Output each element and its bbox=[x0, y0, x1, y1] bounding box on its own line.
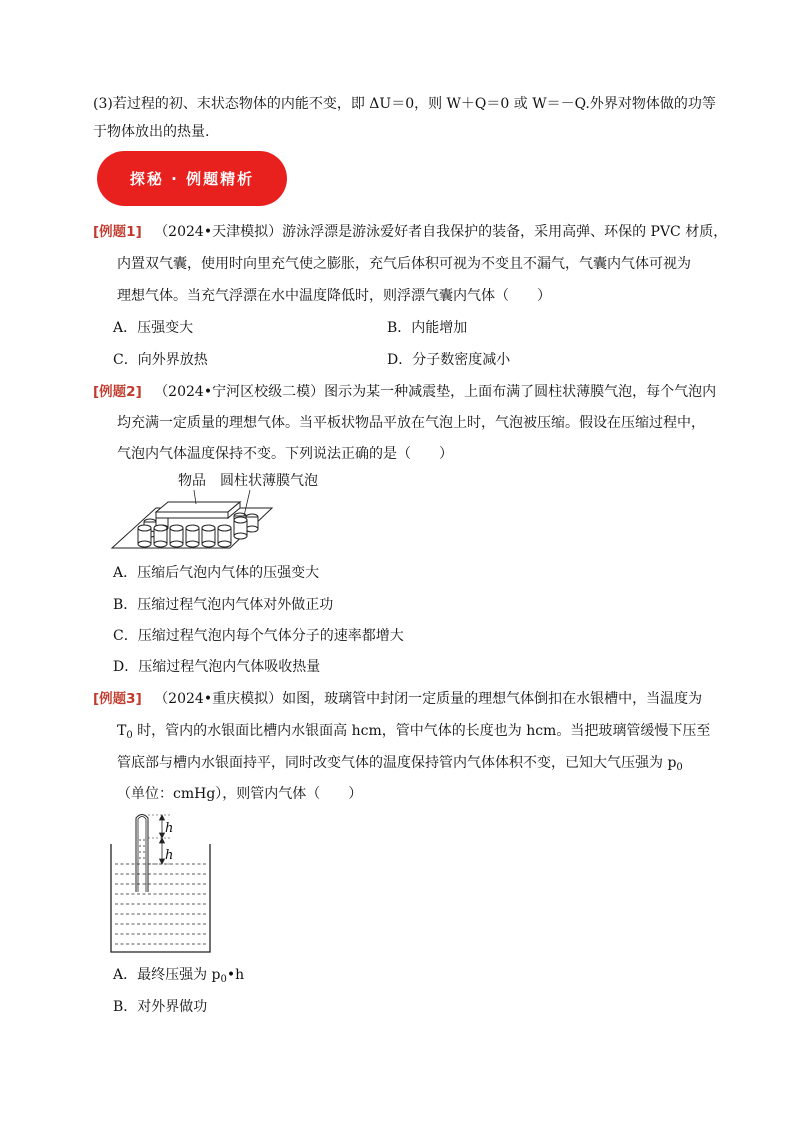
example-2-tag: [例题2] bbox=[93, 384, 142, 400]
example-2-line-1: [例题2] （2024•宁河区校级二模）图示为某一种减震垫，上面布满了圆柱状薄膜气泡，每个气泡内 bbox=[93, 384, 717, 400]
mercury-tube-figure bbox=[108, 812, 218, 954]
example-2-option-b: B．压缩过程气泡内气体对外做正功 bbox=[113, 597, 334, 613]
intro-line-1: (3)若过程的初、末状态物体的内能不变，即 ΔU＝0，则 W＋Q＝0 或 W＝－Q.外界对物体做的功等 bbox=[93, 96, 716, 112]
example-1-option-b: B．内能增加 bbox=[387, 320, 468, 336]
example-1-option-c: C．向外界放热 bbox=[113, 352, 208, 368]
example-1-option-a: A．压强变大 bbox=[113, 320, 194, 336]
shock-pad-figure bbox=[110, 490, 275, 552]
example-2-line-2: 均充满一定质量的理想气体。当平板状物品平放在气泡上时，气泡被压缩。假设在压缩过程中， bbox=[117, 415, 705, 431]
example-1-line-2: 内置双气囊，使用时向里充气使之膨胀，充气后体积可视为不变且不漏气，气囊内气体可视为 bbox=[117, 256, 691, 272]
example-3-line-1: [例题3] （2024•重庆模拟）如图，玻璃管中封闭一定质量的理想气体倒扣在水银槽中，当温度为 bbox=[93, 691, 703, 707]
intro-line-2: 于物体放出的热量. bbox=[93, 124, 210, 140]
figure-3-label-h-bottom: h bbox=[165, 848, 174, 863]
example-2-line-3: 气泡内气体温度保持不变。下列说法正确的是（ ） bbox=[117, 446, 453, 462]
example-1-option-d: D．分子数密度减小 bbox=[387, 352, 511, 368]
example-3-line-2: $T_0$ 时，管内的水银面比槽内水银面高 hcm，管中气体的长度也为 hcm。当把玻璃管缓慢下压至 bbox=[117, 723, 711, 741]
example-3-line-4: （单位：cmHg），则管内气体（ ） bbox=[117, 786, 363, 802]
example-3-option-a: A．最终压强为 $p_0•h$ bbox=[113, 967, 245, 985]
example-2-option-a: A．压缩后气泡内气体的压强变大 bbox=[113, 565, 320, 581]
example-1-line-1: [例题1] （2024•天津模拟）游泳浮漂是游泳爱好者自我保护的装备，采用高弹、环保的 PVC 材质， bbox=[93, 224, 728, 240]
example-2-option-d: D．压缩过程气泡内气体吸收热量 bbox=[113, 659, 321, 675]
example-3-tag: [例题3] bbox=[93, 691, 142, 707]
example-1-line-3: 理想气体。当充气浮漂在水中温度降低时，则浮漂气囊内气体（ ） bbox=[117, 288, 551, 304]
section-banner: 探秘 · 例题精析 bbox=[97, 151, 287, 206]
figure-3-label-h-top: h bbox=[165, 821, 174, 836]
example-3-line-3: 管底部与槽内水银面持平，同时改变气体的温度保持管内气体体积不变，已知大气压强为 $p_0$ bbox=[117, 755, 683, 773]
example-3-option-b: B．对外界做功 bbox=[113, 999, 208, 1015]
example-2-option-c: C．压缩过程气泡内每个气体分子的速率都增大 bbox=[113, 628, 404, 644]
example-1-tag: [例题1] bbox=[93, 224, 142, 240]
figure-2-label-item: 物品 bbox=[178, 473, 206, 489]
figure-2-label-bubble: 圆柱状薄膜气泡 bbox=[220, 473, 318, 489]
